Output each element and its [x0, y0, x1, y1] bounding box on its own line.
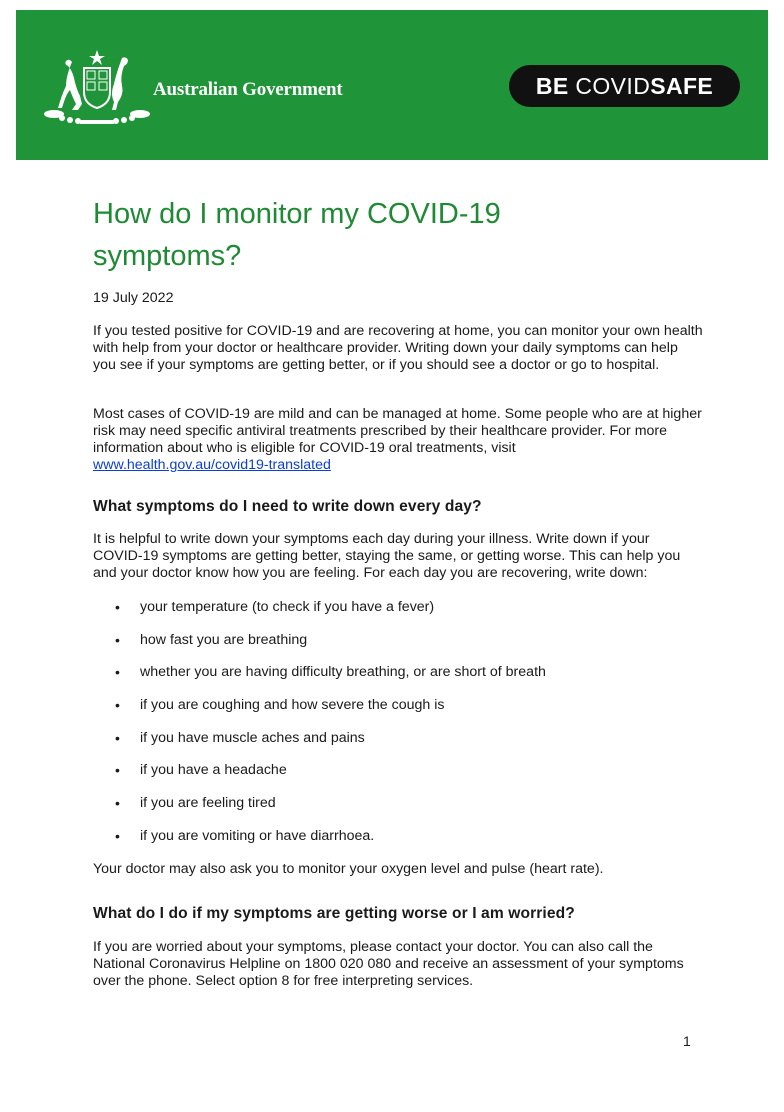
bullet-icon: •: [115, 664, 120, 681]
intro-paragraph-2-text: Most cases of COVID-19 are mild and can be managed at home. Some people who are at higher risk may need specific antiviral treatments prescribed by their healthcare provider. For more information about who is eligible for COVID-19 oral treatments, visit: [93, 406, 702, 456]
header-banner: [16, 10, 768, 160]
intro-paragraph-1: If you tested positive for COVID-19 and are recovering at home, you can monitor your own health with help from your doctor or healthcare provider. Writing down your daily symptoms can help you see if your symptoms are getting better, or if you should see a doctor or go to hospital.: [93, 323, 703, 373]
badge-text-covid: COVID: [575, 73, 651, 99]
covidsafe-badge: [509, 65, 740, 107]
bullet-icon: •: [115, 729, 120, 746]
coat-of-arms-icon: [42, 48, 152, 128]
page-number: 1: [683, 1033, 691, 1049]
list-item: [93, 792, 546, 825]
bullet-icon: •: [115, 631, 120, 648]
list-item-text: how fast you are breathing: [140, 631, 308, 648]
list-item-text: your temperature (to check if you have a fever): [140, 599, 435, 615]
bullet-icon: •: [115, 827, 120, 844]
publish-date: 19 July 2022: [93, 290, 174, 306]
badge-text-safe: SAFE: [650, 73, 714, 99]
page-title: How do I monitor my COVID-19 symptoms?: [93, 198, 501, 272]
list-item-text: whether you are having difficulty breathing, or are short of breath: [140, 664, 546, 681]
list-item: [93, 727, 546, 760]
list-item: [93, 596, 546, 629]
list-item-text: if you are coughing and how severe the cough is: [140, 697, 445, 714]
list-item-text: if you have muscle aches and pains: [140, 729, 365, 746]
section-heading-worried: What do I do if my symptoms are getting worse or I am worried?: [93, 905, 575, 922]
section-heading-symptoms: What symptoms do I need to write down every day?: [93, 498, 482, 515]
bullet-icon: •: [115, 762, 120, 779]
bullet-icon: •: [115, 697, 120, 714]
list-item: [93, 661, 546, 694]
list-item-text: if you are feeling tired: [140, 795, 276, 812]
list-item: [93, 694, 546, 727]
symptom-list: [93, 596, 546, 858]
government-name: Australian Government: [153, 79, 343, 100]
symptoms-intro-paragraph: It is helpful to write down your symptoms each day during your illness. Write down if your COVID-19 symptoms are getting better, staying the same, or getting worse. This can help you and your doctor know how you are feeling. For each day you are recovering, write down:: [93, 531, 681, 581]
intro-paragraph-2: [93, 406, 703, 474]
list-item-text: if you have a headache: [140, 762, 287, 779]
list-item: [93, 629, 546, 662]
list-item: [93, 759, 546, 792]
monitor-oxygen-paragraph: Your doctor may also ask you to monitor your oxygen level and pulse (heart rate).: [93, 861, 604, 877]
list-item: [93, 825, 546, 858]
bullet-icon: •: [115, 795, 120, 812]
bullet-icon: •: [115, 599, 120, 615]
worried-paragraph: If you are worried about your symptoms, please contact your doctor. You can also call the National Coronavirus Helpline on 1800 020 080 and receive an assessment of your symptoms over the phone. Select option 8 for free interpreting services.: [93, 939, 684, 989]
health-info-link[interactable]: www.health.gov.au/covid19-translated: [93, 457, 331, 473]
list-item-text: if you are vomiting or have diarrhoea.: [140, 827, 375, 844]
badge-text-be: BE: [535, 73, 569, 99]
